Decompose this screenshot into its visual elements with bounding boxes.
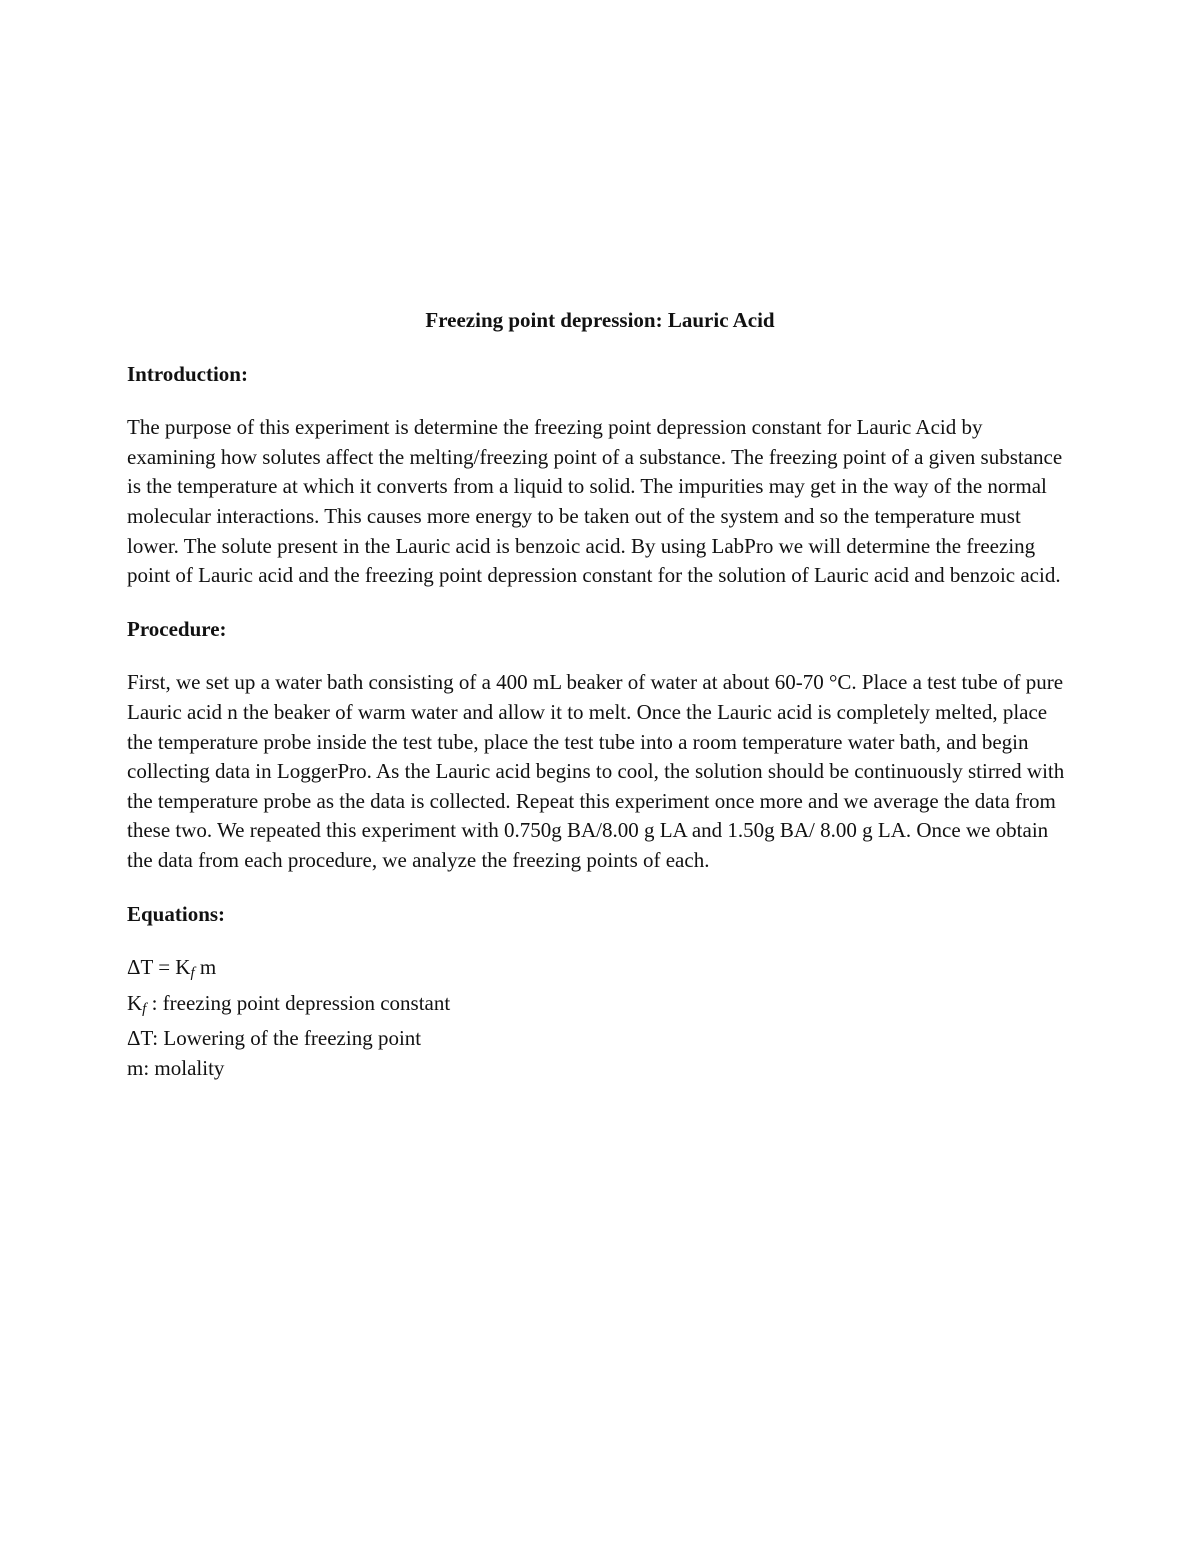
equation-freezing-point-depression [127,953,1073,989]
equation-1-suffix: m [194,955,217,980]
equation-1-subscript: f [190,965,195,982]
procedure-paragraph: First, we set up a water bath consisting of a 400 mL beaker of water at about 60-70 °C. Place a test tube of pure Lauric acid n the beaker of warm water and allow it to melt. Once the Lauric acid is completely melted, place the temperature probe inside the test tube, place the test tube into a room temperature water bath, and begin collecting data in LoggerPro. As the Lauric acid begins to cool, the solution should be continuously stirred with the temperature probe as the data is collected. Repeat this experiment once more and we average the data from these two. We repeated this experiment with 0.750g BA/8.00 g LA and 1.50g BA/ 8.00 g LA. Once we obtain the data from each procedure, we analyze the freezing points of each. [127,670,1065,872]
document-title: Freezing point depression: Lauric Acid [425,308,775,332]
procedure-heading: Procedure: [127,616,227,641]
introduction-paragraph: The purpose of this experiment is determine the freezing point depression constant for Lauric Acid by examining how solutes affect the melting/freezing point of a substance. The freezing point of a given substance is the temperature at which it converts from a liquid to solid. The impurities may get in the way of the normal molecular interactions. This causes more energy to be taken out of the system and so the temperature must lower. The solute present in the Lauric acid is benzoic acid. By using LabPro we will determine the freezing point of Lauric acid and the freezing point depression constant for the solution of Lauric acid and benzoic acid. [127,415,1063,588]
equation-2-prefix: K [127,990,143,1015]
equation-2-suffix: : freezing point depression constant [146,990,451,1015]
introduction-heading: Introduction: [127,361,248,386]
equation-definition-kf [127,989,1073,1025]
document-body [127,306,1073,1083]
equation-definition-delta-t: ΔT: Lowering of the freezing point [127,1026,422,1051]
equation-1-prefix: ΔT = K [127,955,191,980]
equation-2-subscript: f [142,1000,147,1017]
equations-heading: Equations: [127,901,226,926]
equation-definition-molality: m: molality [127,1055,225,1080]
equations-list [127,953,1073,1083]
